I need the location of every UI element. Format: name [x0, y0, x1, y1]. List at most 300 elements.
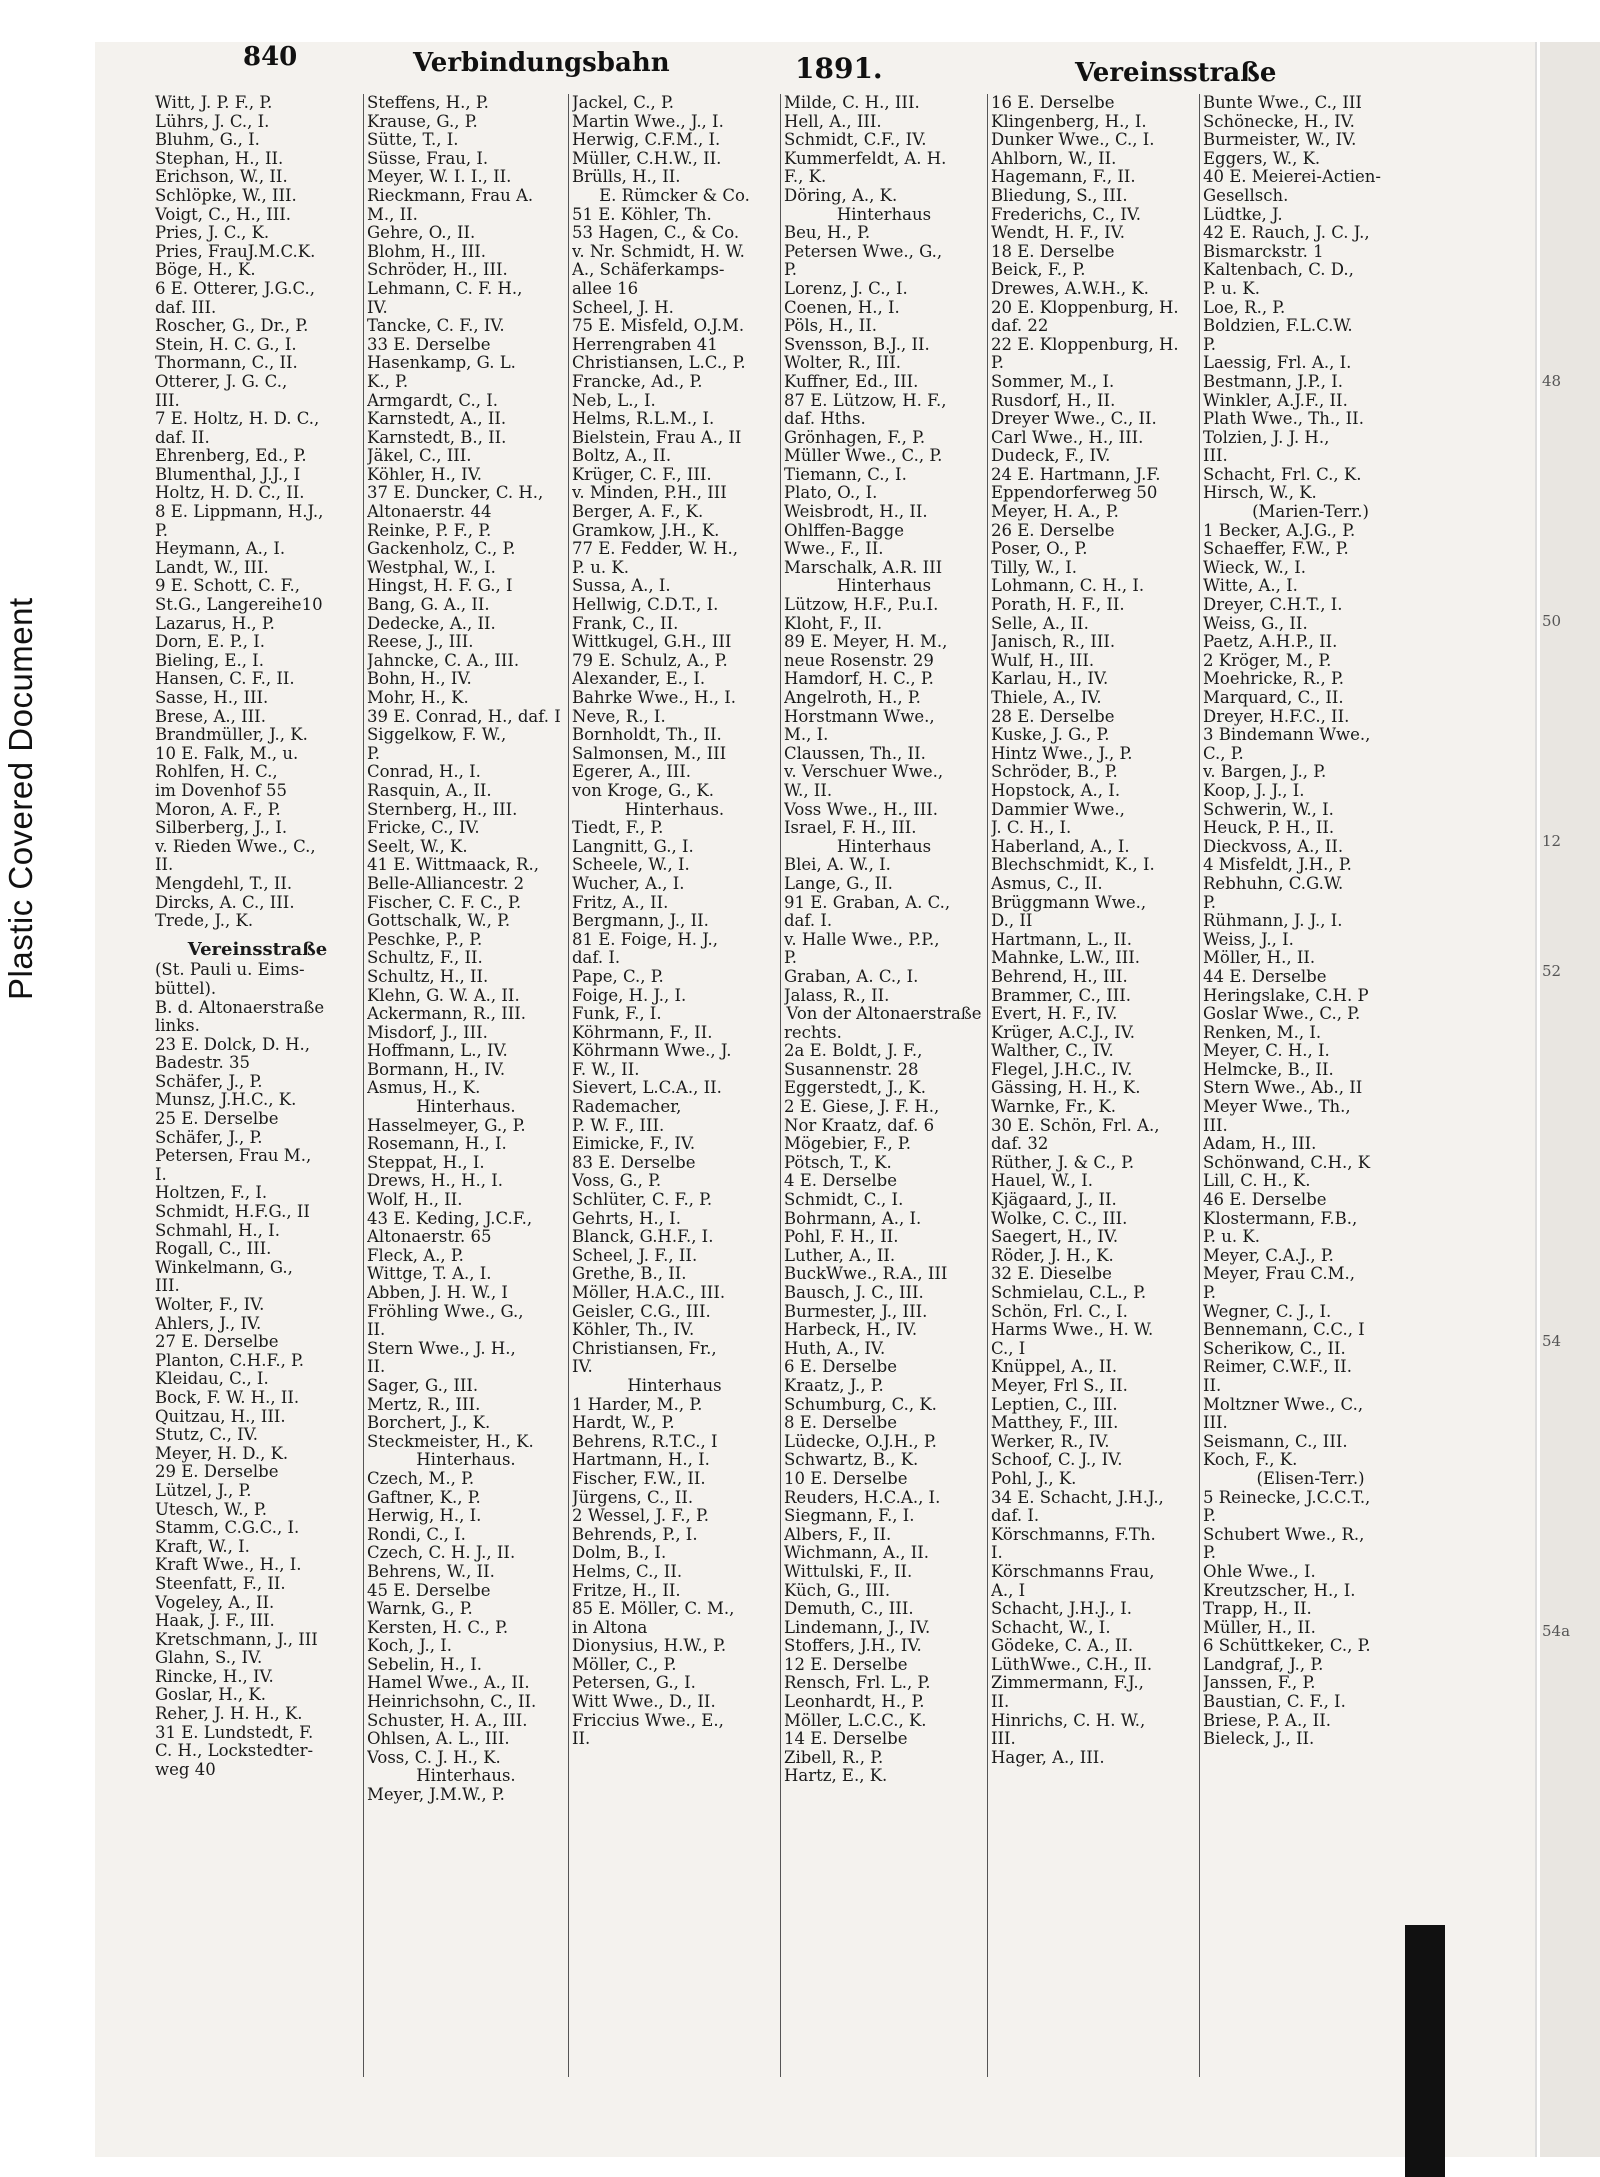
directory-entry: Fischer, C. F. C., P. [367, 892, 522, 912]
directory-entry: Seismann, C., III. [1203, 1431, 1348, 1451]
directory-entry: 43 E. Keding, J.C.F., [367, 1208, 533, 1228]
directory-entry: Wichmann, A., II. [784, 1543, 929, 1563]
next-page-edge [1540, 42, 1600, 2157]
directory-entry: Sommer, M., I. [991, 371, 1115, 391]
directory-entry: Holtzen, F., I. [155, 1183, 268, 1203]
directory-entry: Heymann, A., I. [155, 539, 286, 559]
directory-entry: Kloht, F., II. [784, 613, 883, 633]
directory-entry: Gesellsch. [1203, 185, 1289, 205]
directory-entry: Stutz, C., IV. [155, 1425, 258, 1445]
directory-entry: Hinterhaus [836, 576, 932, 596]
directory-entry: Winkler, A.J.F., II. [1203, 390, 1348, 410]
directory-entry: Kreutzscher, H., I. [1203, 1580, 1356, 1600]
directory-entry: 83 E. Derselbe [572, 1152, 696, 1172]
directory-entry: Lührs, J. C., I. [155, 111, 270, 131]
directory-entry: Heinrichsohn, C., II. [367, 1692, 537, 1712]
directory-entry: daf. II. [155, 427, 210, 447]
directory-entry: Hinterhaus [836, 836, 932, 856]
directory-entry: Fischer, F.W., II. [572, 1468, 706, 1488]
directory-entry: Helms, R.L.M., I. [572, 409, 715, 429]
directory-entry: 87 E. Lützow, H. F., [784, 390, 947, 410]
directory-entry: Silberberg, J., I. [155, 818, 288, 838]
directory-entry: 2 Wessel, J. F., P. [572, 1506, 710, 1526]
directory-entry: Bunte Wwe., C., III [1203, 94, 1362, 112]
directory-entry: Heringslake, C.H. P [1203, 985, 1369, 1005]
directory-entry: Schuster, H. A., III. [367, 1710, 528, 1730]
directory-entry: Harbeck, H., IV. [784, 1320, 918, 1340]
directory-entry: Borchert, J., K. [367, 1413, 491, 1433]
directory-entry: Conrad, H., I. [367, 762, 481, 782]
directory-entry: Moltzner Wwe., C., [1203, 1394, 1364, 1414]
directory-entry: Lüdtke, J. [1203, 204, 1283, 224]
directory-entry: 14 E. Derselbe [784, 1729, 908, 1749]
directory-entry: v. Rieden Wwe., C., [155, 836, 316, 856]
edge-fragment: 54a [1542, 1622, 1571, 1640]
directory-entry: 91 E. Graban, A. C., [784, 892, 951, 912]
directory-entry: Frank, C., II. [572, 613, 679, 633]
directory-entry: Sütte, T., I. [367, 130, 459, 150]
directory-entry: Dorn, E. P., I. [155, 632, 265, 652]
directory-entry: Coenen, H., I. [784, 297, 900, 317]
directory-entry: Hopstock, A., I. [991, 780, 1121, 800]
directory-entry: Selle, A., II. [991, 613, 1089, 633]
directory-entry: Schacht, W., I. [991, 1617, 1111, 1637]
directory-entry: Werker, R., IV. [991, 1431, 1110, 1451]
directory-entry: Vogeley, A., II. [155, 1592, 275, 1612]
directory-entry: III. [991, 1729, 1016, 1749]
directory-entry: Pötsch, T., K. [784, 1152, 892, 1172]
column-5 [991, 94, 1196, 1767]
directory-entry: Krause, G., P. [367, 111, 478, 131]
directory-entry: Lüdecke, O.J.H., P. [784, 1431, 937, 1451]
directory-entry: Hamdorf, H. C., P. [784, 669, 934, 689]
directory-entry: Fritze, H., II. [572, 1580, 681, 1600]
directory-entry: Schacht, Frl. C., K. [1203, 464, 1362, 484]
edge-fragment: 50 [1542, 612, 1562, 630]
directory-entry: Sussa, A., I. [572, 576, 671, 596]
directory-entry: Scheel, J. F., II. [572, 1245, 698, 1265]
directory-entry: Kersten, H. C., P. [367, 1617, 509, 1637]
directory-entry: Bang, G. A., II. [367, 595, 490, 615]
directory-entry: Kjägaard, J., II. [991, 1190, 1117, 1210]
directory-entry: Fröhling Wwe., G., [367, 1301, 524, 1321]
directory-entry: Siegmann, F., I. [784, 1506, 915, 1526]
directory-entry: Berger, A. F., K. [572, 502, 704, 522]
directory-entry: Hinterhaus. [624, 799, 725, 819]
directory-entry: St.G., Langereihe10 [155, 595, 323, 615]
directory-entry: Schumburg, C., K. [784, 1394, 937, 1414]
directory-entry: Wittge, T. A., I. [367, 1264, 492, 1284]
directory-entry: v. Bargen, J., P. [1203, 762, 1327, 782]
directory-entry: daf. 22 [991, 316, 1049, 336]
directory-entry: Helms, C., II. [572, 1561, 683, 1581]
directory-entry: Peschke, P., P. [367, 929, 483, 949]
directory-entry: Hell, A., III. [784, 111, 882, 131]
directory-entry: Behrend, H., III. [991, 966, 1128, 986]
directory-entry: Brese, A., III. [155, 706, 266, 726]
directory-entry: Herwig, H., I. [367, 1506, 482, 1526]
directory-entry: III. [155, 1276, 180, 1296]
directory-entry: P. u. K. [1203, 278, 1260, 298]
directory-entry: Foige, H. J., I. [572, 985, 687, 1005]
directory-entry: Blohm, H., III. [367, 241, 487, 261]
directory-entry: Leptien, C., III. [991, 1394, 1118, 1414]
directory-entry: Steffens, H., P. [367, 94, 489, 112]
directory-entry: Altonaerstr. 44 [367, 502, 492, 522]
directory-entry: Weisbrodt, H., II. [784, 502, 928, 522]
directory-entry: Köhrmann, F., II. [572, 1022, 713, 1042]
edge-fragment: 54 [1542, 1332, 1562, 1350]
directory-entry: Harms Wwe., H. W. [991, 1320, 1154, 1340]
directory-entry: Thormann, C., II. [155, 353, 298, 373]
directory-entry: P. [1203, 334, 1217, 354]
directory-entry: Karnstedt, A., II. [367, 409, 507, 429]
directory-entry: Steenfatt, F., II. [155, 1573, 286, 1593]
directory-entry: M., I. [784, 725, 829, 745]
directory-entry: daf. I. [784, 911, 833, 931]
directory-entry: (Elisen-Terr.) [1256, 1468, 1365, 1488]
directory-entry: Burmester, J., III. [784, 1301, 928, 1321]
directory-entry: Wieck, W., I. [1203, 557, 1307, 577]
directory-entry: 18 E. Derselbe [991, 241, 1115, 261]
directory-entry: Hinterhaus. [416, 1097, 516, 1117]
directory-entry: Langnitt, G., I. [572, 836, 694, 856]
directory-entry: Walther, C., IV. [991, 1041, 1114, 1061]
directory-entry: Rogall, C., III. [155, 1239, 272, 1259]
directory-entry: Pöls, H., II. [784, 316, 878, 336]
directory-entry: Czech, M., P. [367, 1468, 475, 1488]
directory-entry: 51 E. Köhler, Th. [572, 204, 712, 224]
column-1 [155, 94, 360, 1779]
directory-entry: II. [367, 1320, 386, 1340]
directory-entry: Scherikow, C., II. [1203, 1338, 1346, 1358]
directory-entry: Zibell, R., P. [784, 1747, 884, 1767]
directory-entry: Eggerstedt, J., K. [784, 1078, 927, 1098]
directory-entry: Utesch, W., P. [155, 1499, 267, 1519]
directory-entry: Landgraf, J., P. [1203, 1654, 1324, 1674]
directory-entry: Loe, R., P. [1203, 297, 1286, 317]
directory-entry: Bennemann, C.C., I [1203, 1320, 1365, 1340]
directory-entry: Marschalk, A.R. III [784, 557, 943, 577]
directory-entry: Quitzau, H., III. [155, 1406, 286, 1426]
directory-entry: P. [784, 948, 798, 968]
directory-entry: C., P. [1203, 743, 1244, 763]
directory-entry: 6 E. Otterer, J.G.C., [155, 278, 315, 298]
directory-entry: Schröder, B., P. [991, 762, 1118, 782]
directory-entry: Mertz, R., III. [367, 1394, 481, 1414]
directory-entry: Von der Altonaerstraße [786, 1004, 982, 1024]
column-rule [568, 94, 569, 2077]
directory-entry: Grethe, B., II. [572, 1264, 687, 1284]
directory-entry: Christiansen, L.C., P. [572, 353, 746, 373]
directory-entry: 39 E. Conrad, H., daf. I [367, 706, 561, 726]
directory-entry: Marquard, C., II. [1203, 688, 1344, 707]
directory-entry: 22 E. Kloppenburg, H. [991, 334, 1179, 354]
directory-entry: Voss, C. J. H., K. [367, 1747, 501, 1767]
directory-entry: Meyer, H. A., P. [991, 502, 1119, 522]
directory-entry: 2 Kröger, M., P. [1203, 650, 1332, 670]
directory-entry: Witte, A., I. [1203, 576, 1298, 596]
directory-entry: Mahnke, L.W., III. [991, 948, 1141, 968]
directory-entry: Voss Wwe., H., III. [784, 799, 939, 819]
directory-entry: Petersen, G., I. [572, 1673, 696, 1693]
column-rule [780, 94, 781, 2077]
directory-entry: Heuck, P. H., II. [1203, 818, 1335, 838]
directory-entry: Steppat, H., I. [367, 1152, 485, 1172]
directory-entry: Stoffers, J.H., IV. [784, 1636, 922, 1656]
directory-entry: 5 Reinecke, J.C.C.T., [1203, 1487, 1371, 1507]
directory-entry: Jäkel, C., III. [367, 446, 472, 466]
directory-entry: Kaltenbach, C. D., [1203, 260, 1354, 280]
edge-fragment: 48 [1542, 372, 1562, 390]
directory-entry: Hauel, W., I. [991, 1171, 1093, 1191]
directory-entry: Hardt, W., P. [572, 1413, 675, 1433]
directory-entry: Schmidt, C.F., IV. [784, 130, 927, 150]
directory-entry: Jürgens, C., II. [572, 1487, 694, 1507]
directory-entry: Schmielau, C.L., P. [991, 1283, 1147, 1302]
directory-entry: Hoffmann, L., IV. [367, 1041, 508, 1061]
directory-entry: Koch, J., I. [367, 1636, 453, 1656]
directory-entry: Hinrichs, C. H. W., [991, 1710, 1146, 1730]
directory-entry: Moehricke, R., P. [1203, 669, 1345, 689]
directory-entry: Pohl, J., K. [991, 1468, 1077, 1488]
directory-entry: Janisch, R., III. [991, 632, 1116, 652]
directory-entry: Dudeck, F., IV. [991, 446, 1111, 466]
side-label: Plastic Covered Document [2, 597, 39, 1000]
directory-entry: Funk, F., I. [572, 1004, 662, 1024]
directory-entry: Grönhagen, F., P. [784, 427, 926, 447]
directory-entry: Dieckvoss, A., II. [1203, 836, 1344, 856]
directory-entry: Egerer, A., III. [572, 762, 692, 782]
directory-entry: LüthWwe., C.H., II. [991, 1654, 1153, 1674]
directory-entry: 24 E. Hartmann, J.F. [991, 464, 1161, 484]
directory-entry: P. [1203, 1283, 1217, 1302]
directory-entry: 16 E. Derselbe [991, 94, 1115, 112]
directory-entry: Adam, H., III. [1203, 1134, 1317, 1154]
directory-entry: Weiss, G., II. [1203, 613, 1308, 633]
directory-entry: Mögebier, F., P. [784, 1134, 911, 1154]
directory-entry: Kraatz, J., P. [784, 1375, 884, 1395]
directory-entry: Möller, L.C.C., K. [784, 1710, 927, 1730]
directory-entry: Jahncke, C. A., III. [367, 650, 520, 670]
directory-entry: Hasselmeyer, G., P. [367, 1115, 526, 1135]
directory-entry: Fleck, A., P. [367, 1245, 464, 1265]
directory-entry: Alexander, E., I. [572, 669, 706, 689]
directory-entry: IV. [367, 297, 388, 317]
directory-entry: Bahrke Wwe., H., I. [572, 688, 736, 707]
directory-entry: 23 E. Dolck, D. H., [155, 1034, 310, 1054]
directory-entry: Horstmann Wwe., [784, 706, 935, 726]
directory-entry: P. [155, 520, 169, 540]
directory-entry: 26 E. Derselbe [991, 520, 1115, 540]
directory-entry: Kuske, J. G., P. [991, 725, 1110, 745]
directory-entry: Lehmann, C. F. H., [367, 278, 523, 298]
directory-entry: Petersen, Frau M., [155, 1146, 312, 1166]
directory-entry: Siggelkow, F. W., [367, 725, 507, 745]
directory-entry: Brandmüller, J., K. [155, 725, 308, 745]
directory-entry: Neve, R., I. [572, 706, 666, 726]
directory-entry: 75 E. Misfeld, O.J.M. [572, 316, 745, 336]
directory-entry: Lill, C. H., K. [1203, 1171, 1311, 1191]
directory-entry: 4 Misfeldt, J.H., P. [1203, 855, 1352, 875]
directory-entry: P. [1203, 1506, 1217, 1526]
directory-entry: 10 E. Falk, M., u. [155, 743, 299, 763]
directory-entry: Kleidau, C., I. [155, 1369, 269, 1389]
directory-entry: Bieling, E., I. [155, 650, 264, 670]
directory-entry: 53 Hagen, C., & Co. [572, 223, 740, 243]
directory-entry: Wulf, H., III. [991, 650, 1095, 670]
directory-entry: Carl Wwe., H., III. [991, 427, 1144, 447]
directory-entry: Svensson, B.J., II. [784, 334, 930, 354]
directory-entry: Bielstein, Frau A., II [572, 427, 742, 447]
directory-entry: Badestr. 35 [155, 1053, 250, 1073]
directory-entry: Pape, C., P. [572, 966, 664, 986]
directory-entry: Trede, J., K. [155, 911, 254, 931]
directory-entry: Meyer, W. I. I., II. [367, 167, 512, 187]
edge-fragment: 12 [1542, 832, 1562, 850]
directory-entry: Tiedt, F., P. [572, 818, 664, 838]
directory-entry: Schröder, H., III. [367, 260, 508, 280]
directory-entry: Ehrenberg, Ed., P. [155, 446, 307, 466]
directory-entry: Warnk, G., P. [367, 1599, 473, 1619]
directory-entry: Müller Wwe., C., P. [784, 446, 943, 466]
directory-entry: IV. [572, 1357, 593, 1377]
directory-entry: 6 E. Derselbe [784, 1357, 897, 1377]
page-number: 840 [243, 42, 298, 72]
directory-entry: Dircks, A. C., III. [155, 892, 295, 912]
directory-entry: Kretschmann, J., III [155, 1629, 318, 1649]
directory-entry: Bock, F. W. H., II. [155, 1387, 300, 1407]
directory-entry: Gehre, O., II. [367, 223, 476, 243]
directory-entry: 81 E. Foige, H. J., [572, 929, 719, 949]
directory-entry: 77 E. Fedder, W. H., [572, 539, 738, 559]
directory-entry: Stern Wwe., J. H., [367, 1338, 516, 1358]
directory-entry: Witt, J. P. F., P. [155, 94, 273, 112]
directory-entry: 33 E. Derselbe [367, 334, 491, 354]
directory-entry: Geisler, C.G., III. [572, 1301, 711, 1321]
directory-entry: Sasse, H., III. [155, 688, 269, 707]
directory-entry: Dedecke, A., II. [367, 613, 496, 633]
directory-entry: Goslar, H., K. [155, 1685, 266, 1705]
directory-entry: Koch, F., K. [1203, 1450, 1298, 1470]
directory-entry: Hinterhaus [627, 1375, 722, 1395]
directory-entry: Seelt, W., K. [367, 836, 468, 856]
column-rule [987, 94, 988, 2077]
directory-entry: Matthey, F., III. [991, 1413, 1119, 1433]
directory-entry: Sievert, L.C.A., II. [572, 1078, 722, 1098]
directory-entry: 34 E. Schacht, J.H.J., [991, 1487, 1164, 1507]
directory-entry: Ahlers, J., IV. [155, 1313, 262, 1333]
directory-entry: II. [1203, 1375, 1222, 1395]
directory-entry: P. [1203, 1543, 1217, 1563]
directory-entry: K., P. [367, 371, 409, 391]
directory-entry: Kummerfeldt, A. H. [784, 148, 947, 168]
directory-entry: 2a E. Boldt, J. F., [784, 1041, 923, 1061]
directory-entry: Hartz, E., K. [784, 1766, 888, 1786]
directory-entry: Hinterhaus [836, 204, 932, 224]
directory-entry: Körschmanns Frau, [991, 1561, 1155, 1581]
directory-entry: Demuth, C., III. [784, 1599, 914, 1619]
directory-entry: in Altona [572, 1617, 648, 1637]
directory-entry: Misdorf, J., III. [367, 1022, 488, 1042]
directory-entry: daf. Hths. [784, 409, 866, 429]
directory-entry: Gramkow, J.H., K. [572, 520, 720, 540]
directory-entry: Wendt, H. F., IV. [991, 223, 1125, 243]
directory-entry: I. [155, 1164, 167, 1184]
directory-entry: v. Halle Wwe., P.P., [784, 929, 940, 949]
directory-entry: 85 E. Möller, C. M., [572, 1599, 735, 1619]
directory-entry: Bieleck, J., II. [1203, 1729, 1315, 1749]
directory-entry: Friccius Wwe., E., [572, 1710, 724, 1730]
directory-entry: Schmidt, H.F.G., II [155, 1202, 310, 1222]
column-2 [367, 94, 565, 1805]
directory-entry: Lazarus, H., P. [155, 613, 275, 633]
directory-entry: Eimicke, F., IV. [572, 1134, 696, 1154]
directory-entry: Frederichs, C., IV. [991, 204, 1141, 224]
directory-entry: F. W., II. [572, 1059, 640, 1079]
directory-entry: Körschmanns, F.Th. [991, 1524, 1156, 1544]
directory-entry: Küch, G., III. [784, 1580, 891, 1600]
directory-entry: II. [155, 855, 174, 875]
directory-entry: Leonhardt, H., P. [784, 1692, 925, 1712]
directory-entry: 40 E. Meierei-Actien- [1203, 167, 1382, 187]
directory-entry: 45 E. Derselbe [367, 1580, 491, 1600]
directory-entry: Pries, FrauJ.M.C.K. [155, 241, 316, 261]
directory-entry: daf. III. [155, 297, 217, 317]
directory-entry: Fricke, C., IV. [367, 818, 480, 838]
directory-entry: büttel). [155, 978, 217, 998]
directory-entry: Klehn, G. W. A., II. [367, 985, 520, 1005]
directory-entry: Blechschmidt, K., I. [991, 855, 1155, 875]
directory-entry: v. Verschuer Wwe., [784, 762, 944, 782]
directory-entry: Belle-Alliancestr. 2 [367, 873, 525, 893]
directory-entry: Scheele, W., I. [572, 855, 690, 875]
directory-entry: Bormann, H., IV. [367, 1059, 506, 1079]
directory-entry: Lohmann, C. H., I. [991, 576, 1145, 596]
directory-entry: Schäfer, J., P. [155, 1071, 263, 1091]
directory-entry: 8 E. Lippmann, H.J., [155, 502, 324, 522]
running-head-left: Verbindungsbahn [413, 48, 670, 78]
directory-entry: 6 Schüttkeker, C., P. [1203, 1636, 1371, 1656]
directory-entry: M., II. [367, 204, 418, 224]
directory-entry: Haak, J. F., III. [155, 1611, 275, 1631]
directory-entry: Ackermann, R., III. [367, 1004, 526, 1024]
directory-entry: Warnke, Fr., K. [991, 1097, 1116, 1117]
directory-entry: Herwig, C.F.M., I. [572, 130, 721, 150]
directory-entry: Hagemann, F., II. [991, 167, 1136, 187]
directory-entry: von Kroge, G., K. [572, 780, 714, 800]
directory-entry: Bliedung, S., III. [991, 185, 1128, 205]
directory-entry: E. Rümcker & Co. [599, 185, 750, 205]
directory-entry: P. [367, 743, 381, 763]
directory-entry: A., Schäferkamps- [572, 260, 725, 280]
directory-entry: Wittulski, F., II. [784, 1561, 913, 1581]
directory-entry: B. d. Altonaerstraße [155, 997, 325, 1017]
directory-entry: Luther, A., II. [784, 1245, 896, 1265]
directory-entry: allee 16 [572, 278, 639, 298]
directory-entry: P. [784, 260, 798, 280]
directory-entry: Karnstedt, B., II. [367, 427, 507, 447]
directory-entry: Rincke, H., IV. [155, 1666, 274, 1686]
directory-entry: Petersen Wwe., G., [784, 241, 943, 261]
directory-entry: Janssen, F., P. [1203, 1673, 1316, 1693]
directory-entry: Klingenberg, H., I. [991, 111, 1147, 131]
directory-entry: Abben, J. H. W., I [367, 1283, 508, 1302]
directory-entry: Reher, J. H. H., K. [155, 1704, 303, 1724]
directory-entry: Ohlsen, A. L., III. [367, 1729, 510, 1749]
directory-entry: Sager, G., III. [367, 1375, 479, 1395]
directory-entry: P. W. F., III. [572, 1115, 665, 1135]
